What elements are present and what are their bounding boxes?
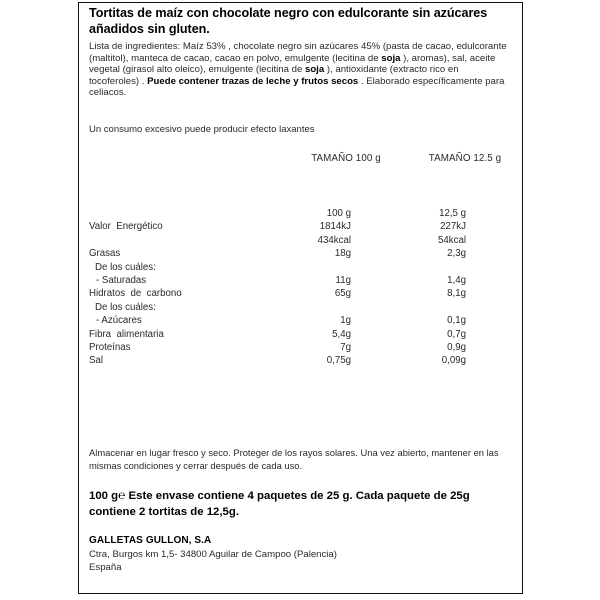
- nutrient-label: - Azúcares: [96, 315, 142, 327]
- table-row: [79, 315, 522, 328]
- page-title: Tortitas de maíz con chocolate negro con edulcorante sin azúcares añadidos sin gluten.: [89, 6, 488, 36]
- estimated-sign-icon: ℮: [118, 488, 126, 502]
- table-row: [79, 275, 522, 288]
- column-header-100g: TAMAÑO 100 g: [311, 153, 381, 164]
- storage-instructions: Almacenar en lugar fresco y seco. Proteger de los rayos solares. Una vez abierto, mantener en las mismas condiciones y cerrar después de cada uso.: [89, 447, 499, 471]
- allergen-warning: Puede contener trazas de leche y frutos secos: [147, 75, 359, 87]
- table-row: [79, 302, 522, 315]
- net-weight: 100 g: [89, 490, 119, 502]
- pack-contents-info: [89, 488, 489, 520]
- table-row: [79, 208, 522, 221]
- table-row: [79, 235, 522, 248]
- table-row: [79, 355, 522, 368]
- nutrient-value-100g: 65g: [334, 288, 351, 300]
- company-name: GALLETAS GULLON, S.A: [89, 535, 212, 546]
- nutrition-table: [79, 153, 522, 367]
- nutrient-label: Hidratos de carbono: [89, 288, 182, 300]
- nutrient-value-100g: 1814kJ: [319, 221, 351, 233]
- nutrient-value-100g: 18g: [334, 248, 351, 260]
- ingredients-text-mid-1: ), aromas), sal, aceite vegetal (girasol alto oleico), emulgente (lecitina de: [89, 52, 496, 76]
- ingredients-text-mid-2: ), antioxidante (extracto rico en tocoferoles) .: [89, 64, 459, 87]
- table-row: [79, 248, 522, 261]
- nutrient-label: - Saturadas: [96, 274, 147, 286]
- allergen-soja-2: soja: [304, 64, 325, 76]
- table-row: [79, 342, 522, 355]
- allergen-soja-1: soja: [381, 52, 401, 64]
- nutrient-value-12-5g: 8,1g: [447, 288, 466, 300]
- pack-contents-text: Este envase contiene 4 paquetes de 25 g. Cada paquete de 25g contiene 2 tortitas de 12,5g.: [89, 490, 470, 518]
- nutrition-table-body: [79, 208, 522, 369]
- nutrient-value-100g: 0,75g: [326, 355, 351, 367]
- ingredients-text-prefix: Lista de ingredientes: Maíz 53% , chocolate negro sin azúcares 45% (pasta de cacao, edulcorante (maltitol), manteca de cacao, cacao en polvo, emulgente (lecitina de: [89, 41, 507, 64]
- nutrient-value-100g: 1g: [340, 315, 351, 327]
- laxative-warning: Un consumo excesivo puede producir efecto laxantes: [89, 124, 315, 135]
- table-row: [79, 262, 522, 275]
- nutrient-label: De los cuáles:: [95, 301, 156, 313]
- nutrient-value-100g: 7g: [340, 341, 351, 353]
- manufacturer-block: [89, 534, 489, 575]
- table-row: [79, 288, 522, 301]
- nutrient-label: De los cuáles:: [95, 261, 156, 273]
- ingredients-list: [89, 41, 509, 99]
- nutrition-table-header: [79, 153, 522, 171]
- nutrient-value-12-5g: 2,3g: [447, 248, 466, 260]
- nutrient-label: Sal: [89, 355, 104, 367]
- nutrient-value-100g: 434kcal: [317, 234, 351, 246]
- nutrient-label: Fibra alimentaria: [89, 328, 164, 340]
- nutrient-value-12-5g: 54kcal: [437, 234, 466, 246]
- ingredients-text-suffix: . Elaborado específicamente para celiacos.: [89, 75, 505, 99]
- nutrition-label-panel: [78, 2, 523, 594]
- nutrient-value-12-5g: 12,5 g: [439, 208, 466, 219]
- column-header-12-5g: TAMAÑO 12.5 g: [428, 153, 502, 164]
- nutrient-value-100g: 11g: [335, 274, 351, 286]
- table-row: [79, 329, 522, 342]
- nutrient-value-12-5g: 0,7g: [447, 328, 466, 340]
- nutrient-value-100g: 100 g: [326, 208, 351, 219]
- nutrient-label: Proteínas: [89, 341, 131, 353]
- nutrient-value-12-5g: 227kJ: [440, 221, 466, 233]
- table-row: [79, 221, 522, 234]
- company-country: España: [89, 562, 122, 574]
- nutrient-label: Valor Energético: [89, 221, 163, 233]
- nutrient-value-12-5g: 0,1g: [447, 315, 466, 327]
- company-address: Ctra, Burgos km 1,5- 34800 Aguilar de Campoo (Palencia): [89, 549, 337, 560]
- nutrient-label: Grasas: [89, 248, 121, 260]
- nutrient-value-12-5g: 0,9g: [447, 341, 466, 353]
- nutrient-value-100g: 5,4g: [332, 328, 351, 340]
- nutrient-value-12-5g: 0,09g: [441, 355, 466, 367]
- nutrient-value-12-5g: 1,4g: [447, 274, 466, 286]
